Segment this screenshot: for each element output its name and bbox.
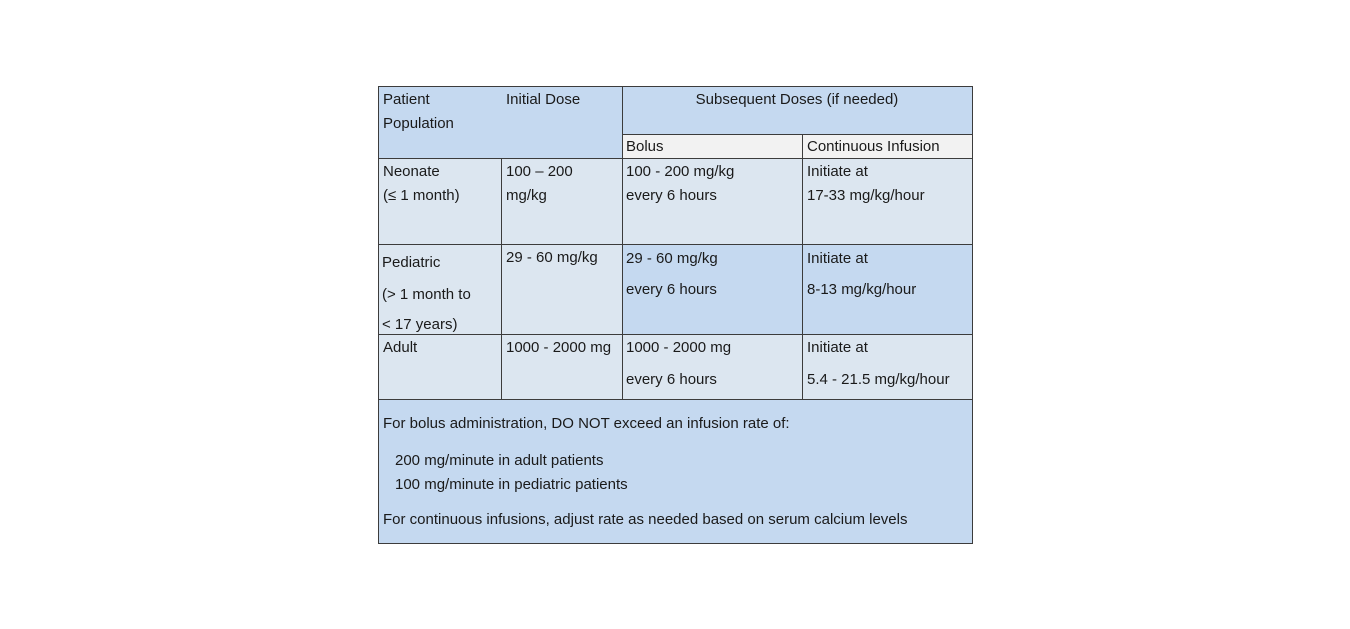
row-neonate-population: Neonate (≤ 1 month) xyxy=(383,163,460,204)
row-pediatric-infusion: Initiate at 8-13 mg/kg/hour xyxy=(807,250,917,298)
note-bolus-intro: For bolus administration, DO NOT exceed an infusion rate of: xyxy=(383,415,790,432)
row-neonate-infusion: Initiate at 17-33 mg/kg/hour xyxy=(807,163,925,204)
grid-line xyxy=(379,158,972,159)
grid-line xyxy=(379,244,972,245)
grid-line xyxy=(501,159,502,400)
row-adult-population: Adult xyxy=(383,339,418,356)
grid-line xyxy=(802,134,803,400)
note-continuous: For continuous infusions, adjust rate as needed based on serum calcium levels xyxy=(383,511,908,528)
grid-line xyxy=(379,399,972,400)
row-pediatric-population: Pediatric (> 1 month to < 17 years) xyxy=(382,254,471,333)
header-subsequent-doses: Subsequent Doses (if needed) xyxy=(622,87,972,134)
grid-line xyxy=(379,334,972,335)
row-pediatric-initial: 29 - 60 mg/kg xyxy=(506,249,598,266)
note-limit-adult: 200 mg/minute in adult patients xyxy=(395,452,604,469)
row-neonate-bolus: 100 - 200 mg/kg every 6 hours xyxy=(626,163,735,204)
grid-line xyxy=(622,134,972,135)
row-neonate-initial: 100 – 200 mg/kg xyxy=(506,163,573,204)
header-bolus: Bolus xyxy=(622,135,802,158)
dosing-table xyxy=(378,86,973,544)
header-continuous-infusion: Continuous Infusion xyxy=(803,135,972,158)
row-adult-initial: 1000 - 2000 mg xyxy=(506,339,612,356)
header-population: Patient Population xyxy=(383,91,454,132)
note-limit-pediatric: 100 mg/minute in pediatric patients xyxy=(395,476,628,493)
row-adult-infusion: Initiate at 5.4 - 21.5 mg/kg/hour xyxy=(807,339,950,388)
row-pediatric-bolus: 29 - 60 mg/kg every 6 hours xyxy=(626,250,718,298)
row-adult-bolus: 1000 - 2000 mg every 6 hours xyxy=(626,339,732,388)
header-initial-dose: Initial Dose xyxy=(506,91,581,108)
